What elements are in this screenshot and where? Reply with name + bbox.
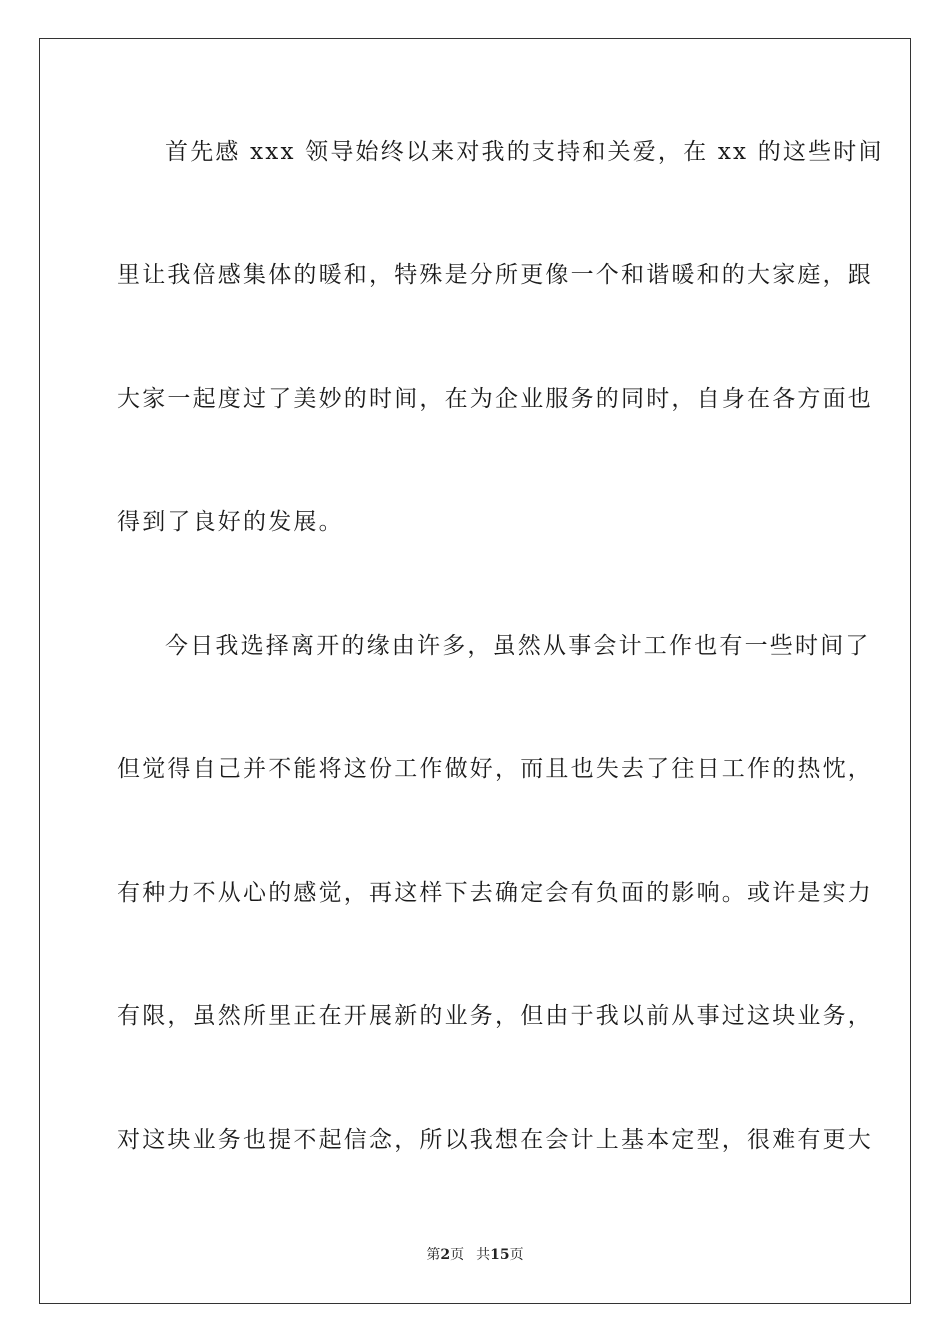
page-border <box>39 38 911 1304</box>
paragraph-2-line-2: 但觉得自己并不能将这份工作做好，而且也失去了往日工作的热忱， <box>117 756 873 782</box>
paragraph-1-line-1: 首先感 xxx 领导始终以来对我的支持和关爱，在 xx 的这些时间 <box>165 139 884 165</box>
page-prefix: 第 <box>426 1247 441 1263</box>
total-prefix: 共 <box>476 1247 491 1263</box>
total-suffix: 页 <box>509 1247 524 1263</box>
total-pages: 15 <box>490 1247 510 1263</box>
paragraph-2-line-3: 有种力不从心的感觉，再这样下去确定会有负面的影响。或许是实力 <box>117 880 873 906</box>
page-footer <box>0 1245 950 1265</box>
paragraph-1-line-4: 得到了良好的发展。 <box>117 509 344 535</box>
paragraph-1-line-2: 里让我倍感集体的暖和，特殊是分所更像一个和谐暖和的大家庭，跟 <box>117 262 873 288</box>
paragraph-2-line-5: 对这块业务也提不起信念，所以我想在会计上基本定型，很难有更大 <box>117 1127 873 1153</box>
page-suffix: 页 <box>450 1247 465 1263</box>
paragraph-1-line-3: 大家一起度过了美妙的时间，在为企业服务的同时，自身在各方面也 <box>117 386 873 412</box>
paragraph-2-line-4: 有限，虽然所里正在开展新的业务，但由于我以前从事过这块业务， <box>117 1003 873 1029</box>
paragraph-2-line-1: 今日我选择离开的缘由许多，虽然从事会计工作也有一些时间了 <box>165 633 871 659</box>
page-number: 2 <box>440 1247 451 1263</box>
